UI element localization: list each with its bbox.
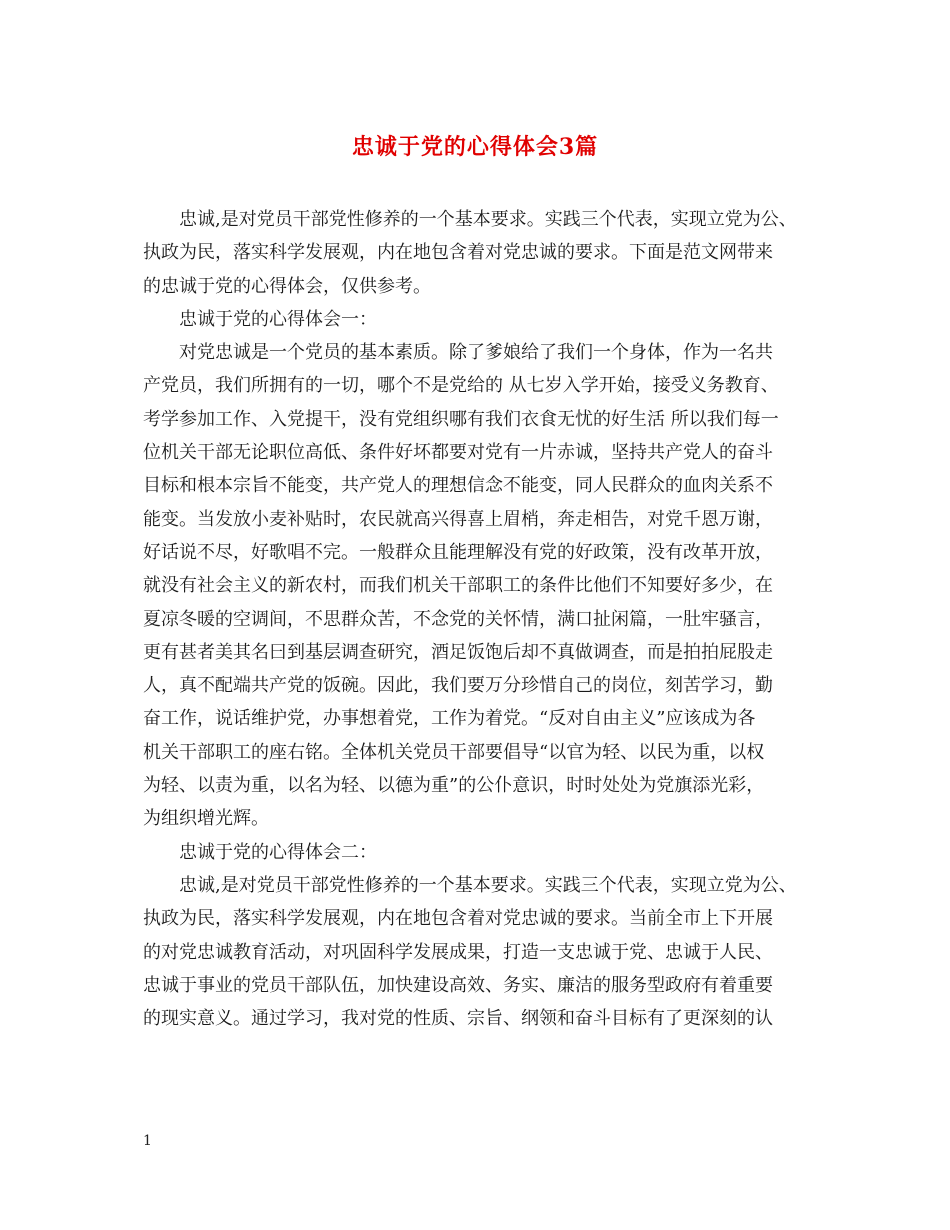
paragraph-line: 目标和根本宗旨不能变，共产党人的理想信念不能变，同人民群众的血肉关系不 <box>143 475 773 497</box>
document-body <box>143 203 825 1035</box>
paragraph-line: 的现实意义。通过学习，我对党的性质、宗旨、纲领和奋斗目标有了更深刻的认 <box>143 1008 773 1030</box>
paragraph-line: 为组织增光辉。 <box>143 808 269 830</box>
paragraph-line: 考学参加工作、入党提干，没有党组织哪有我们衣食无忧的好生活 所以我们每一 <box>143 408 779 430</box>
paragraph-line: 忠诚于事业的党员干部队伍，加快建设高效、务实、廉洁的服务型政府有着重要 <box>143 974 773 996</box>
paragraph-line: 人，真不配端共产党的饭碗。因此，我们要万分珍惜自己的岗位，刻苦学习，勤 <box>143 675 773 697</box>
paragraph-line: 好话说不尽，好歌唱不完。一般群众且能理解没有党的好政策，没有改革开放， <box>143 541 773 563</box>
paragraph-line: 对党忠诚是一个党员的基本素质。除了爹娘给了我们一个身体，作为一名共 <box>179 342 773 364</box>
paragraph-line: 的对党忠诚教育活动，对巩固科学发展成果，打造一支忠诚于党、忠诚于人民、 <box>143 941 773 963</box>
section-heading: 忠诚于党的心得体会一： <box>179 308 377 330</box>
page-number: 1 <box>143 1133 152 1149</box>
paragraph-line: 能变。当发放小麦补贴时，农民就高兴得喜上眉梢，奔走相告，对党千恩万谢， <box>143 508 773 530</box>
paragraph-line: 夏凉冬暖的空调间，不思群众苦，不念党的关怀情，满口扯闲篇，一肚牢骚言， <box>143 608 773 630</box>
paragraph-line: 位机关干部无论职位高低、条件好坏都要对党有一片赤诚，坚持共产党人的奋斗 <box>143 442 773 464</box>
paragraph-line: 忠诚,是对党员干部党性修养的一个基本要求。实践三个代表，实现立党为公、 <box>179 874 797 896</box>
paragraph-line: 就没有社会主义的新农村，而我们机关干部职工的条件比他们不知要好多少，在 <box>143 575 773 597</box>
paragraph-line: 为轻、以责为重，以名为轻、以德为重”的公仆意识，时时处处为党旗添光彩， <box>143 775 765 797</box>
paragraph-line: 产党员，我们所拥有的一切，哪个不是党给的 从七岁入学开始，接受义务教育、 <box>143 375 779 397</box>
paragraph-line: 机关干部职工的座右铭。全体机关党员干部要倡导“以官为轻、以民为重，以权 <box>143 741 765 763</box>
section-heading: 忠诚于党的心得体会二： <box>179 841 377 863</box>
document-title: 忠诚于党的心得体会3篇 <box>351 134 599 160</box>
paragraph-line: 奋工作，说话维护党，办事想着党，工作为着党。“反对自由主义”应该成为各 <box>143 708 756 730</box>
paragraph-line: 更有甚者美其名曰到基层调查研究，酒足饭饱后却不真做调查，而是拍拍屁股走 <box>143 641 773 663</box>
paragraph-line: 执政为民，落实科学发展观，内在地包含着对党忠诚的要求。下面是范文网带来 <box>143 242 773 264</box>
paragraph-line: 的忠诚于党的心得体会，仅供参考。 <box>143 275 431 297</box>
paragraph-line: 忠诚,是对党员干部党性修养的一个基本要求。实践三个代表，实现立党为公、 <box>179 209 797 230</box>
paragraph-line: 执政为民，落实科学发展观，内在地包含着对党忠诚的要求。当前全市上下开展 <box>143 908 773 930</box>
